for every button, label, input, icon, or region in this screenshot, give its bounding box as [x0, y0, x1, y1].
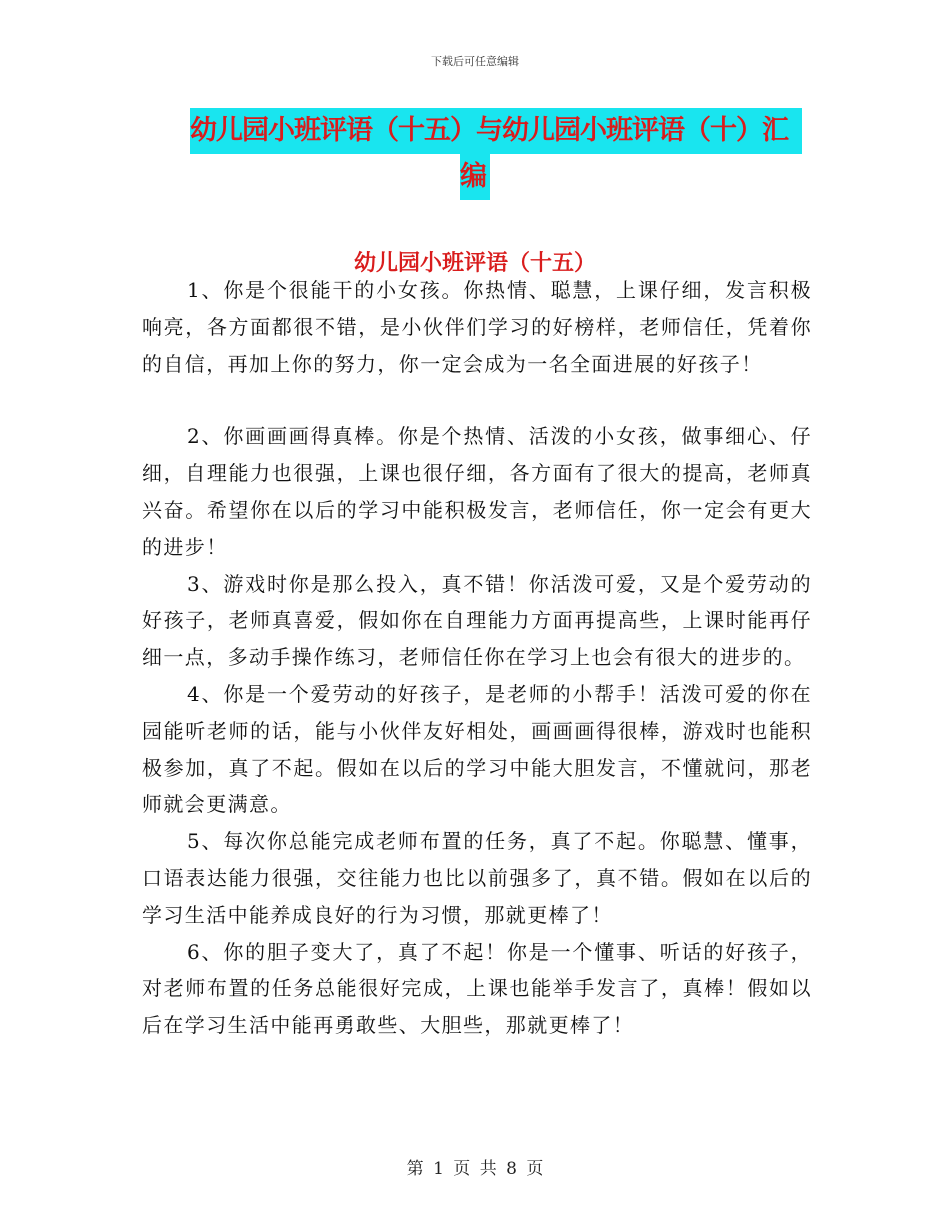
comment-paragraph-5: 5、每次你总能完成老师布置的任务，真了不起。你聪慧、懂事，口语表达能力很强，交往能力也比以前强多了，真不错。假如在以后的学习生活中能养成良好的行为习惯，那就更棒了！ — [142, 829, 812, 927]
comment-paragraph-2: 2、你画画画得真棒。你是个热情、活泼的小女孩，做事细心、仔细，自理能力也很强，上课也很仔细，各方面有了很大的提高，老师真兴奋。希望你在以后的学习中能积极发言，老师信任，你一定会有更大的进步！ — [142, 424, 812, 559]
document-body — [142, 272, 812, 1044]
document-title-line-1: 幼儿园小班评语（十五）与幼儿园小班评语（十）汇 — [190, 108, 802, 154]
section-title: 幼儿园小班评语（十五） — [353, 251, 596, 276]
page-header-note: 下载后可任意编辑 — [431, 55, 519, 68]
comment-paragraph-6: 6、你的胆子变大了，真了不起！你是一个懂事、听话的好孩子，对老师布置的任务总能很好完成，上课也能举手发言了，真棒！假如以后在学习生活中能再勇敢些、大胆些，那就更棒了！ — [142, 939, 812, 1038]
comment-paragraph-4: 4、你是一个爱劳动的好孩子，是老师的小帮手！活泼可爱的你在园能听老师的话，能与小伙伴友好相处，画画画得很棒，游戏时也能积极参加，真了不起。假如在以后的学习中能大胆发言，不懂就问，那老师就会更满意。 — [142, 681, 812, 817]
comment-paragraph-1: 1、你是个很能干的小女孩。你热情、聪慧，上课仔细，发言积极响亮，各方面都很不错，是小伙伴们学习的好榜样，老师信任，凭着你的自信，再加上你的努力，你一定会成为一名全面进展的好孩子！ — [142, 278, 812, 376]
document-title — [190, 108, 810, 200]
comment-paragraph-3: 3、游戏时你是那么投入，真不错！你活泼可爱，又是个爱劳动的好孩子，老师真喜爱，假如你在自理能力方面再提高些，上课时能再仔细一点，多动手操作练习，老师信任你在学习上也会有很大的进步的。 — [142, 571, 812, 670]
document-title-line-2: 编 — [460, 154, 490, 200]
page-footer-number: 第 1 页 共 8 页 — [406, 1159, 544, 1179]
